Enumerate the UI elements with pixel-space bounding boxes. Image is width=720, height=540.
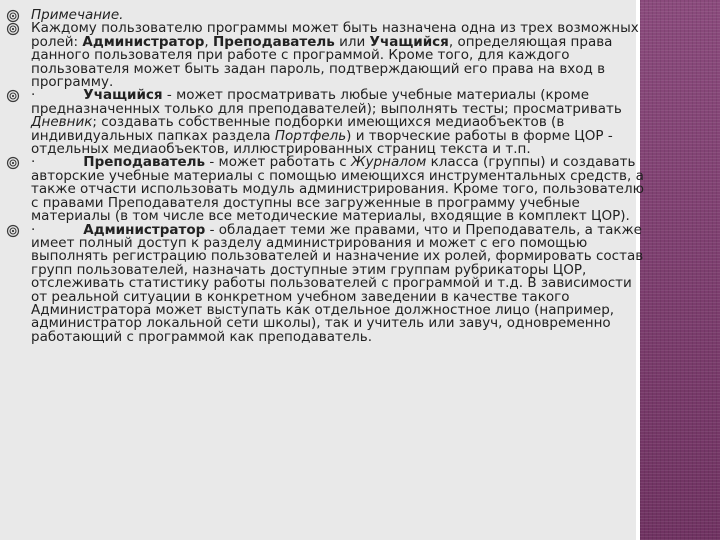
portfolio-italic: Портфель [274,127,347,144]
text-run: - обладает теми же правами, что и Преподаватель, а также имеет полный доступ к разделу администрирования и может с его помощью выполнять регистрацию пользователей и назначение их ролей, формировать состав групп пользователей, назначать доступные этим группам рубрикаторы ЦОР, отслеживать статистику работы пользователей с программой и т.д. В зависимости от реальной ситуации в конкретном учебном заведении в качестве такого Администратора может выступать как отдельное должностное лицо (например, администратор локальной сети школы), так и учитель или завуч, одновременно работающий с программой как преподаватель. [31,221,644,345]
bullet-icon [6,9,20,23]
bullet-icon [6,156,20,170]
student-text [31,89,644,156]
text-run: , определяющая права данного пользователя при работе с программой. Кроме того, для каждого пользователя может быть задан пароль, подтверждающий его права на вход в программу. [31,33,613,91]
diary-italic: Дневник [31,114,93,131]
slide-content [6,9,644,344]
role-teacher-bold: Преподаватель [212,33,335,50]
role-student-bold: Учащийся [83,87,163,104]
role-admin-bold: Администратор [83,221,206,238]
admin-text [31,221,644,345]
journal-italic: Журналом [351,154,427,171]
teacher-text [31,156,644,223]
text-run: , [204,33,213,50]
role-student-bold: Учащийся [369,33,449,50]
middle-dot: · [31,221,36,238]
list-item-student [6,89,644,156]
text-run: или [334,33,370,50]
text-run: Каждому пользователю программы может быть назначена одна из трех возможных ролей: [31,20,639,50]
role-teacher-bold: Преподаватель [83,154,206,171]
text-run: - может просматривать любые учебные материалы (кроме предназначенных только для преподавателей); выполнять тесты; просматривать [31,87,622,117]
text-run: класса (группы) и создавать авторские учебные материалы с помощью имеющихся инструментальных средств, а также отчасти использовать модуль администрирования. Кроме того, пользователю с правами Преподавателя доступны все загруженные в программу учебные материалы (в том числе все методические материалы, входящие в комплект ЦОР). [31,154,644,225]
middle-dot: · [31,87,36,104]
roles-intro-text [31,22,644,89]
text-run: ) и творческие работы в форме ЦОР - отдельных медиаобъектов, иллюстрированных страниц текста и т.п. [31,127,613,158]
text-run: ; создавать собственные подборки имеющихся медиаобъектов (в индивидуальных папках раздела [31,114,565,144]
role-admin-bold: Администратор [82,33,205,50]
decorative-sidebar [640,0,720,540]
bullet-icon [6,224,20,238]
bullet-icon [6,89,20,103]
list-item-teacher [6,156,644,223]
text-run: - может работать с [205,154,352,171]
note-title: Примечание. [31,7,124,23]
middle-dot: · [31,154,36,171]
list-item-roles-intro [6,22,644,89]
bullet-icon [6,22,20,36]
list-item-admin [6,221,644,345]
